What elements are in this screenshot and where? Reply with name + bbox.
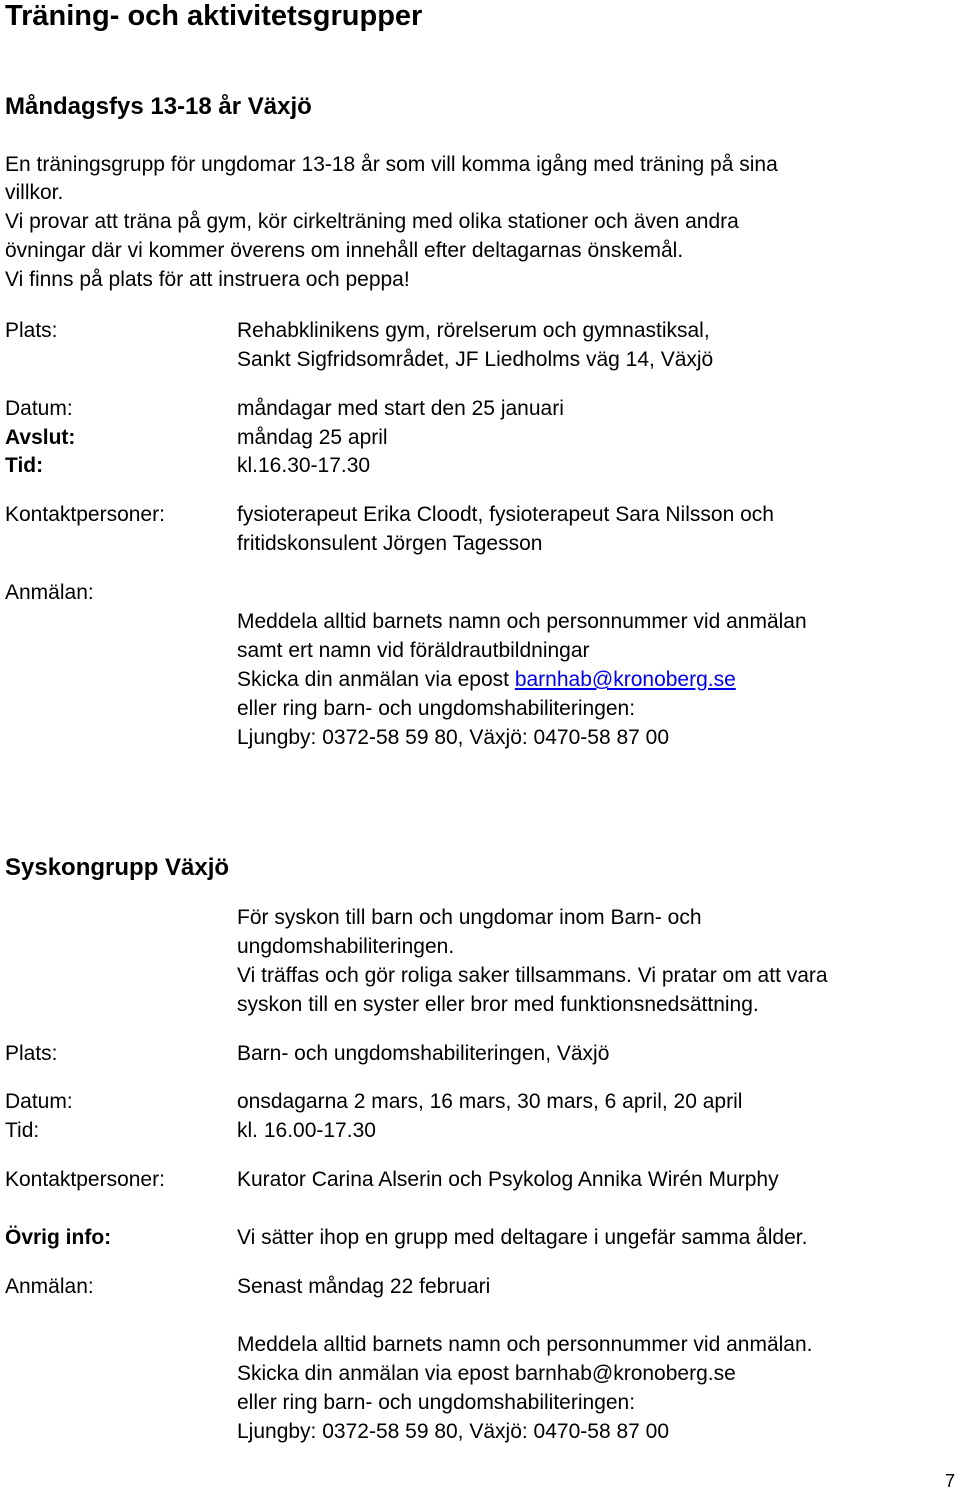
anmalan-deadline: Senast måndag 22 februari bbox=[237, 1275, 491, 1298]
anmalan-email-line bbox=[237, 665, 736, 694]
kontakt-value: fritidskonsulent Jörgen Tagesson bbox=[237, 532, 543, 555]
intro-line: Vi provar att träna på gym, kör cirkelträning med olika stationer och även andra bbox=[5, 210, 739, 233]
anmalan-text: eller ring barn- och ungdomshabiliteringen: bbox=[237, 697, 636, 720]
section-heading-mandagsfys: Måndagsfys 13-18 år Växjö bbox=[5, 93, 312, 120]
page-number: 7 bbox=[944, 1471, 955, 1491]
anmalan-label: Anmälan: bbox=[5, 1275, 94, 1298]
kontakt-label: Kontaktpersoner: bbox=[5, 503, 165, 526]
intro-line: ungdomshabiliteringen. bbox=[237, 935, 455, 958]
intro-line: övningar där vi kommer överens om innehåll efter deltagarnas önskemål. bbox=[5, 239, 684, 262]
avslut-value: måndag 25 april bbox=[237, 426, 388, 449]
kontakt-value: Kurator Carina Alserin och Psykolog Annika Wirén Murphy bbox=[237, 1168, 779, 1191]
plats-label: Plats: bbox=[5, 1042, 58, 1065]
tid-label: Tid: bbox=[5, 1119, 40, 1142]
datum-value: onsdagarna 2 mars, 16 mars, 30 mars, 6 april, 20 april bbox=[237, 1090, 743, 1113]
datum-label: Datum: bbox=[5, 1090, 73, 1113]
anmalan-label: Anmälan: bbox=[5, 581, 94, 604]
page-title: Träning- och aktivitetsgrupper bbox=[5, 0, 423, 32]
intro-line: villkor. bbox=[5, 181, 64, 204]
datum-label: Datum: bbox=[5, 397, 73, 420]
email-prefix: Skicka din anmälan via epost bbox=[237, 668, 515, 691]
avslut-label: Avslut: bbox=[5, 426, 76, 449]
anmalan-text: samt ert namn vid föräldrautbildningar bbox=[237, 639, 590, 662]
kontakt-value: fysioterapeut Erika Cloodt, fysioterapeut Sara Nilsson och bbox=[237, 503, 774, 526]
tid-value: kl. 16.00-17.30 bbox=[237, 1119, 376, 1142]
anmalan-text: eller ring barn- och ungdomshabiliteringen: bbox=[237, 1391, 636, 1414]
tid-label: Tid: bbox=[5, 454, 44, 477]
datum-value: måndagar med start den 25 januari bbox=[237, 397, 564, 420]
plats-value: Rehabklinikens gym, rörelserum och gymnastiksal, bbox=[237, 319, 710, 342]
plats-label: Plats: bbox=[5, 319, 58, 342]
anmalan-text: Meddela alltid barnets namn och personnummer vid anmälan. bbox=[237, 1333, 813, 1356]
ovrig-info-label: Övrig info: bbox=[5, 1226, 112, 1249]
intro-line: För syskon till barn och ungdomar inom Barn- och bbox=[237, 906, 702, 929]
intro-line: Vi finns på plats för att instruera och peppa! bbox=[5, 268, 410, 291]
plats-value: Sankt Sigfridsområdet, JF Liedholms väg 14, Växjö bbox=[237, 348, 714, 371]
anmalan-text: Meddela alltid barnets namn och personnummer vid anmälan bbox=[237, 610, 807, 633]
intro-line: syskon till en syster eller bror med funktionsnedsättning. bbox=[237, 993, 759, 1016]
tid-value: kl.16.30-17.30 bbox=[237, 454, 371, 477]
kontakt-label: Kontaktpersoner: bbox=[5, 1168, 165, 1191]
intro-line: En träningsgrupp för ungdomar 13-18 år som vill komma igång med träning på sina bbox=[5, 153, 778, 176]
intro-line: Vi träffas och gör roliga saker tillsammans. Vi pratar om att vara bbox=[237, 964, 828, 987]
anmalan-text: Skicka din anmälan via epost barnhab@kronoberg.se bbox=[237, 1362, 736, 1385]
email-link[interactable]: barnhab@kronoberg.se bbox=[514, 668, 736, 691]
ovrig-info-value: Vi sätter ihop en grupp med deltagare i ungefär samma ålder. bbox=[237, 1226, 808, 1249]
anmalan-text: Ljungby: 0372-58 59 80, Växjö: 0470-58 87 00 bbox=[237, 1420, 670, 1443]
section-heading-syskongrupp: Syskongrupp Växjö bbox=[5, 854, 230, 881]
plats-value: Barn- och ungdomshabiliteringen, Växjö bbox=[237, 1042, 610, 1065]
anmalan-text: Ljungby: 0372-58 59 80, Växjö: 0470-58 87 00 bbox=[237, 726, 670, 749]
